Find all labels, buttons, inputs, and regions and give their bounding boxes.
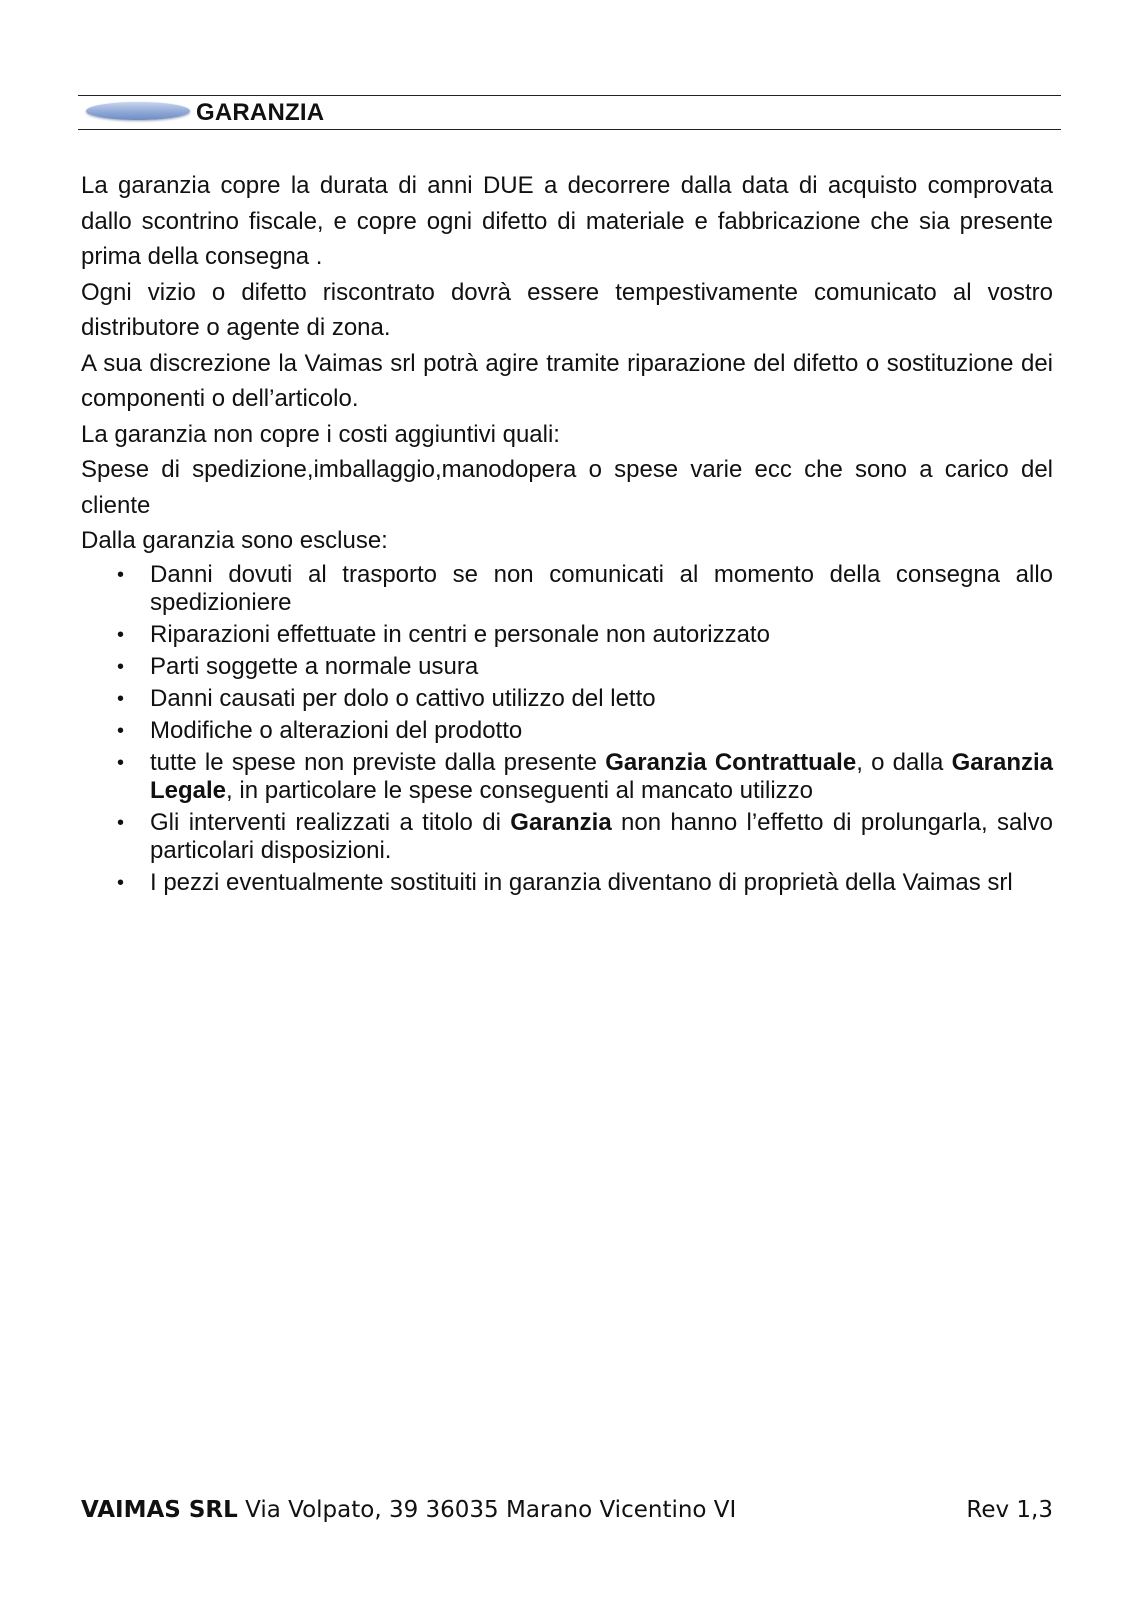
bullet-icon: • <box>117 655 125 678</box>
list-item <box>81 685 1053 713</box>
warranty-content <box>81 168 1053 901</box>
list-item-text: Danni causati per dolo o cattivo utilizzo del letto <box>150 684 656 712</box>
list-item-text-e: , in particolare le spese conseguenti al mancato utilizzo <box>226 776 814 804</box>
list-item-text: Modifiche o alterazioni del prodotto <box>150 716 523 744</box>
page-footer <box>81 1497 1053 1523</box>
exclusions-list <box>81 561 1053 897</box>
bullet-icon: • <box>117 563 125 586</box>
list-item-text-a: Gli interventi realizzati a titolo di <box>150 808 511 836</box>
list-item <box>81 869 1053 897</box>
section-header <box>78 95 1061 130</box>
list-item-text: Danni dovuti al trasporto se non comunicati al momento della consegna allo spedizioniere <box>150 560 1053 616</box>
bullet-icon: • <box>117 871 125 894</box>
paragraph-not-covered: La garanzia non copre i costi aggiuntivi quali: <box>81 420 560 448</box>
footer-revision: Rev 1,3 <box>966 1497 1053 1523</box>
bold-term-legal: Garanzia Legale <box>150 748 1053 804</box>
list-item-text-c: , o dalla <box>856 748 952 776</box>
list-item <box>81 561 1053 617</box>
bullet-icon: • <box>117 811 125 834</box>
bullet-icon: • <box>117 719 125 742</box>
paragraph-excluded: Dalla garanzia sono escluse: <box>81 527 388 554</box>
bullet-icon: • <box>117 687 125 710</box>
paragraph-discretion: A sua discrezione la Vaimas srl potrà agire tramite riparazione del difetto o sostituzione dei componenti o dell’articolo. <box>81 349 1053 412</box>
list-item <box>81 621 1053 649</box>
bullet-icon: • <box>117 623 125 646</box>
paragraph-costs: Spese di spedizione,imballaggio,manodopera o spese varie ecc che sono a carico del cliente <box>81 456 1053 519</box>
list-item-text: I pezzi eventualmente sostituiti in garanzia diventano di proprietà della Vaimas srl <box>150 868 1013 896</box>
list-item <box>81 749 1053 805</box>
list-item-text: Riparazioni effettuate in centri e personale non autorizzato <box>150 620 770 648</box>
bullet-icon: • <box>117 751 125 774</box>
list-item <box>81 717 1053 745</box>
list-item-text: Parti soggette a normale usura <box>150 652 479 680</box>
footer-company: VAIMAS SRL <box>81 1497 238 1523</box>
list-item <box>81 809 1053 865</box>
list-item <box>81 653 1053 681</box>
footer-address: Via Volpato, 39 36035 Marano Vicentino VI <box>237 1497 737 1523</box>
header-pill-icon <box>86 102 190 120</box>
list-item-text-c: non hanno l’effetto di prolungarla, salvo particolari disposizioni. <box>150 808 1053 864</box>
section-title: GARANZIA <box>196 99 325 126</box>
list-item-text-a: tutte le spese non previste dalla presente <box>150 748 606 776</box>
bold-term-warranty: Garanzia <box>510 808 612 836</box>
paragraph-defects: Ogni vizio o difetto riscontrato dovrà essere tempestivamente comunicato al vostro distributore o agente di zona. <box>81 278 1053 341</box>
paragraph-coverage: La garanzia copre la durata di anni DUE a decorrere dalla data di acquisto comprovata dallo scontrino fiscale, e copre ogni difetto di materiale e fabbricazione che sia presente prima della consegna . <box>81 172 1053 270</box>
bold-term-contractual: Garanzia Contrattuale <box>605 748 857 776</box>
